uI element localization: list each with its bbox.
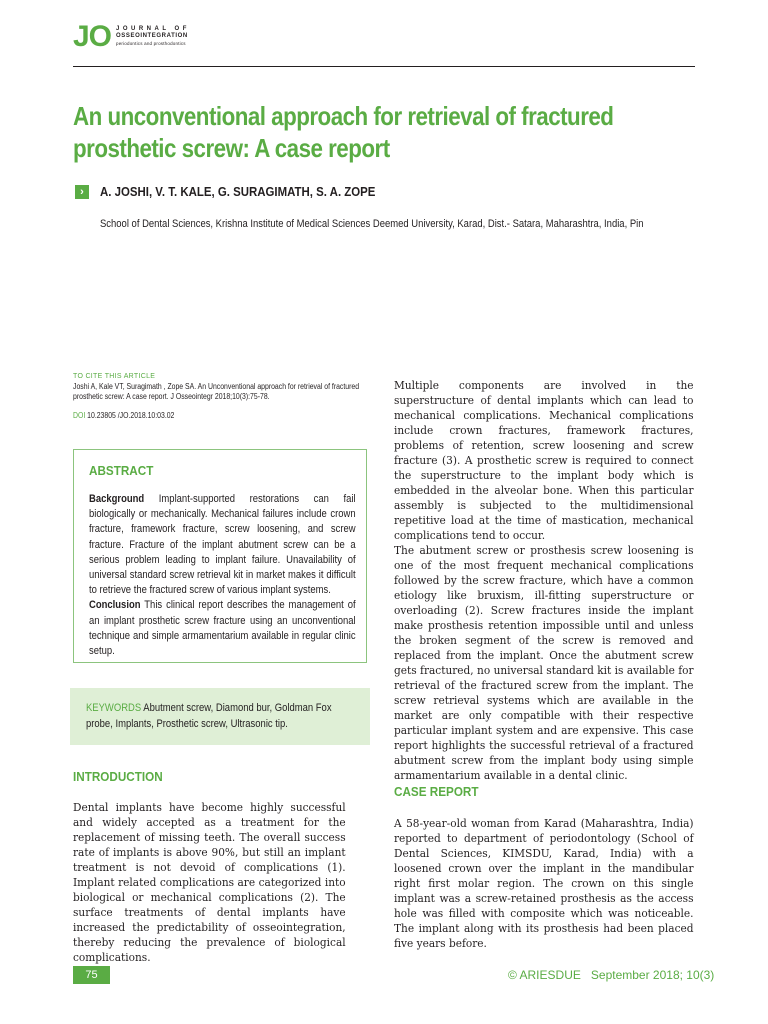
case-report-heading: CASE REPORT (394, 784, 479, 799)
issue-date: September 2018; 10(3) (590, 968, 715, 982)
keywords-text: Abutment screw, Diamond bur, Goldman Fox probe, Implants, Prosthetic screw, Ultrasonic tip. (86, 702, 332, 730)
logo-line-3: periodontics and prosthodontics (116, 41, 186, 46)
journal-logo-text (116, 26, 190, 47)
paragraph-2: The abutment screw or prosthesis screw loosening is one of the most frequent mechanical complications followed by the screw fracture, which have a common etiology like bruxism, ill-fitting superstructure or overloading (2). Screw fractures inside the implant make prosthesis retention impossible until and unless the broken segment of the screw is removed and replaced from the implant. Once the abutment screw gets fractured, no universal standard kit is available for retrieval of the fractured screw from the implant. The screw retrieval systems which are available in the market are only compatible with their respective particular implant system and are expensive. This case report highlights the successful retrieval of a fractured abutment screw from the implant body using simple armamentarium available in a dental clinic. (394, 544, 694, 782)
header-rule (73, 66, 695, 67)
abstract-heading: ABSTRACT (89, 463, 154, 478)
case-report-text: A 58-year-old woman from Karad (Maharashtra, India) reported to department of periodontology (School of Dental Sciences, KIMSDU, Karad, India) with a loosened crown over the implant in the mandibular right first molar region. The crown on this single implant was a screw-retained prosthesis as the access hole was filled with composite which was noticeable. The implant along with its prosthesis had been placed five years before. (394, 817, 694, 950)
keywords (86, 700, 344, 732)
conclusion-text: This clinical report describes the management of an implant prosthetic screw fracture using an unconventional technique and simple armamentarium available in regular clinic setup. (89, 599, 356, 658)
article-title: An unconventional approach for retrieval of fractured prosthetic screw: A case report (73, 101, 614, 163)
right-column-text (394, 378, 694, 783)
cite-text: Joshi A, Kale VT, Suragimath , Zope SA. An Unconventional approach for retrieval of fractured prosthetic screw: A case report. J Osseointegr 2018;10(3):75-78. (73, 382, 360, 401)
doi-value[interactable]: 10.23805 /JO.2018.10:03.02 (87, 411, 175, 420)
author-list: A. JOSHI, V. T. KALE, G. SURAGIMATH, S. A. ZOPE (100, 184, 376, 199)
doi-label: DOI (73, 411, 86, 420)
keywords-label: KEYWORDS (86, 702, 142, 714)
affiliation: School of Dental Sciences, Krishna Institute of Medical Sciences Deemed University, Karad, Dist.- Satara, Maharashtra, India, Pin (100, 218, 644, 230)
footer-publication-info (508, 967, 714, 983)
cite-label: TO CITE THIS ARTICLE (73, 373, 156, 380)
background-label: Background (89, 493, 145, 505)
introduction-text: Dental implants have become highly successful and widely accepted as a treatment for the replacement of missing teeth. The overall success rate of implants is above 90%, but still an implant treatment is not devoid of complications (1). Implant related complications are categorized into biological or mechanical complications (2). The surface treatments of dental implants have increased the predictability of osseointegration, thereby reducing the prevalence of biological complications. (73, 801, 346, 964)
background-text: Implant-supported restorations can fail biologically or mechanically. Mechanical failures include crown fracture, framework fracture, screw loosening, and screw fracture. Fracture of the implant abutment screw can be a serious problem leading to implant failure. Unavailability of universal standard screw retrieval kit in market makes it difficult to retrieve the fractured screw of various implant systems. (89, 493, 356, 597)
introduction-heading: INTRODUCTION (73, 769, 163, 784)
journal-logo-mark: JO (73, 20, 112, 53)
paragraph-1: Multiple components are involved in the superstructure of dental implants which can lead to mechanical complications. Mechanical complications include crown fractures, framework fractures, problems of retention, screw loosening and screw fracture (3). A prosthetic screw is required to connect the superstructure to the implant body which is embedded in the alveolar bone. When this particular assembly is subjected to the multidimensional repetitive load at the time of mastication, mechanical complications tend to occur. (394, 379, 694, 542)
publisher: © ARIESDUE (508, 968, 581, 982)
doi[interactable] (73, 411, 174, 421)
logo-line-1: JOURNAL OF (116, 26, 190, 32)
logo-line-2: OSSEOINTEGRATION (116, 33, 188, 39)
page-number: 75 (73, 966, 110, 984)
abstract-body (89, 492, 356, 659)
conclusion-label: Conclusion (89, 599, 141, 612)
chevron-right-icon: › (75, 185, 89, 199)
